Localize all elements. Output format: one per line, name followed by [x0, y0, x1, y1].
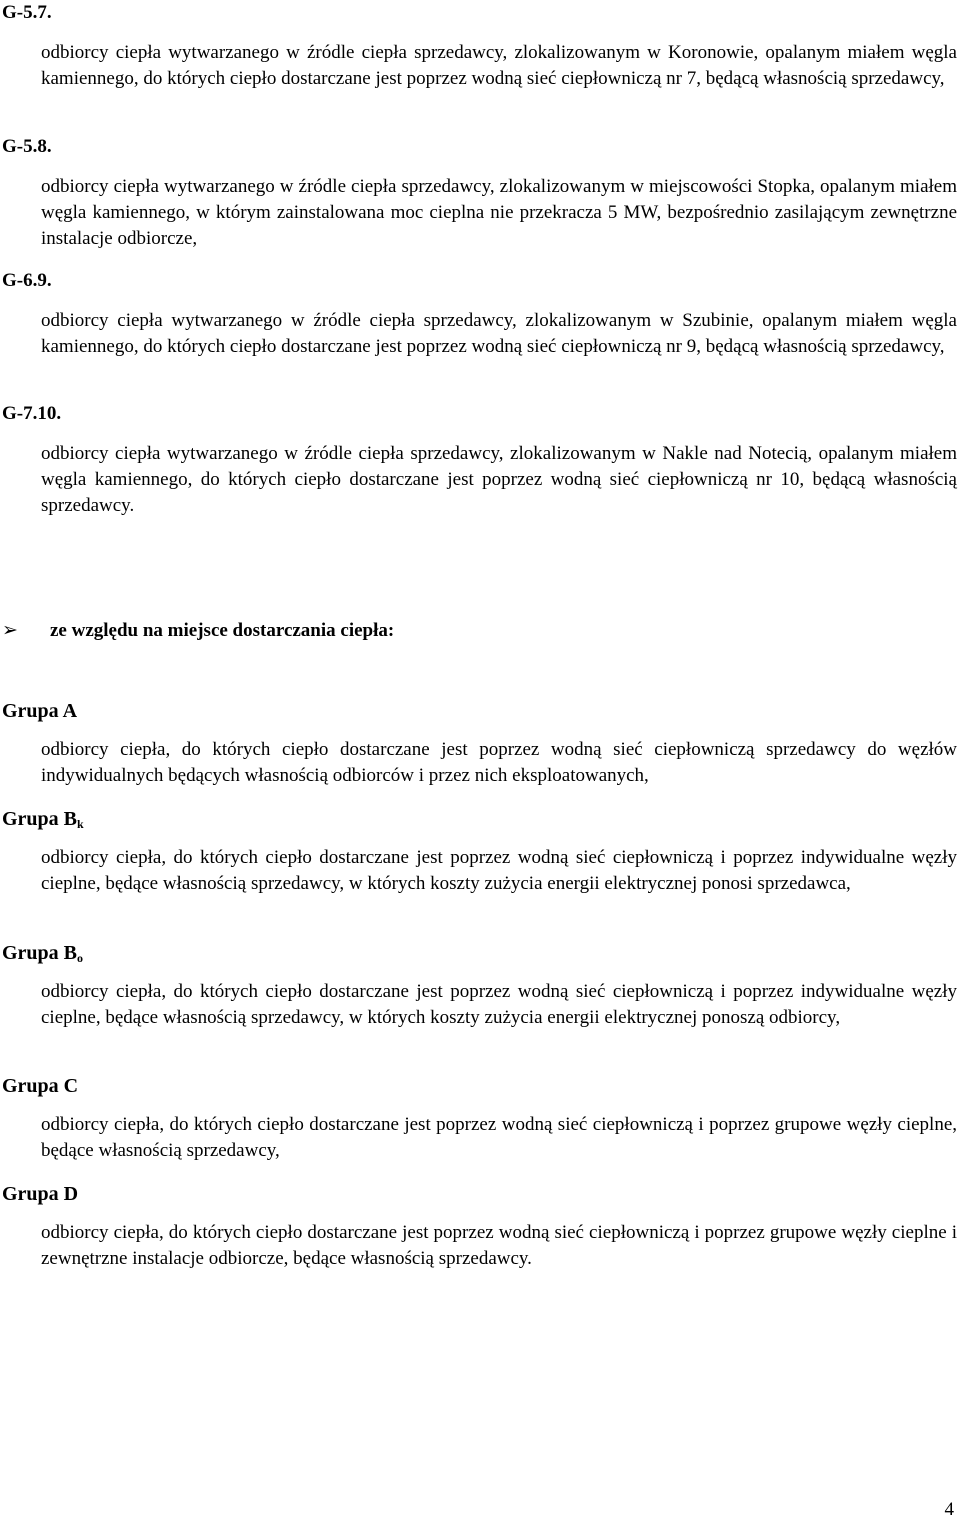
group-label-subscript: o: [77, 951, 84, 965]
group-paragraph: odbiorcy ciepła, do których ciepło dostarczane jest poprzez wodną sieć ciepłowniczą i poprzez indywidualne węzły cieplne, będące własnością sprzedawcy, w których koszty zużycia energii elektrycznej ponoszą odbiorcy,: [41, 981, 957, 1028]
group-paragraph: odbiorcy ciepła, do których ciepło dostarczane jest poprzez wodną sieć ciepłowniczą i poprzez grupowe węzły cieplne i zewnętrzne instalacje odbiorcze, będące własnością sprzedawcy.: [41, 1222, 957, 1269]
group-label-subscript: k: [77, 817, 84, 831]
section-code: G-5.7.: [2, 2, 52, 23]
group-label: [2, 1181, 78, 1207]
section-code: G-5.8.: [2, 136, 52, 157]
arrow-bullet-icon: ➢: [2, 620, 18, 641]
section-paragraph: odbiorcy ciepła wytwarzanego w źródle ciepła sprzedawcy, zlokalizowanym w Nakle nad Notecią, opalanym miałem węgla kamiennego, do których ciepło dostarczane jest poprzez wodną sieć ciepłowniczą nr 10, będącą własnością sprzedawcy.: [41, 443, 957, 516]
section-paragraph: odbiorcy ciepła wytwarzanego w źródle ciepła sprzedawcy, zlokalizowanym w Szubinie, opalanym miałem węgla kamiennego, do których ciepło dostarczane jest poprzez wodną sieć ciepłowniczą nr 9, będącą własnością sprzedawcy,: [41, 310, 957, 357]
group-label: [2, 698, 77, 724]
group-label: [2, 940, 83, 966]
group-label-text: Grupa C: [2, 1075, 79, 1097]
bullet-heading-text: ze względu na miejsce dostarczania ciepła:: [50, 620, 395, 641]
group-label: [2, 806, 84, 832]
group-paragraph: odbiorcy ciepła, do których ciepło dostarczane jest poprzez wodną sieć ciepłowniczą i poprzez indywidualne węzły cieplne, będące własnością sprzedawcy, w których koszty zużycia energii elektrycznej ponosi sprzedawca,: [41, 847, 957, 894]
section-paragraph: odbiorcy ciepła wytwarzanego w źródle ciepła sprzedawcy, zlokalizowanym w Koronowie, opalanym miałem węgla kamiennego, do których ciepło dostarczane jest poprzez wodną sieć ciepłowniczą nr 7, będącą własnością sprzedawcy,: [41, 42, 957, 89]
group-label-text: Grupa D: [2, 1183, 79, 1205]
group-paragraph: odbiorcy ciepła, do których ciepło dostarczane jest poprzez wodną sieć ciepłowniczą i poprzez grupowe węzły cieplne, będące własnością sprzedawcy,: [41, 1114, 957, 1161]
section-paragraph: odbiorcy ciepła wytwarzanego w źródle ciepła sprzedawcy, zlokalizowanym w miejscowości Stopka, opalanym miałem węgla kamiennego, w którym zainstalowana moc cieplna nie przekracza 5 MW, bezpośrednio zasilającym zewnętrzne instalacje odbiorcze,: [41, 176, 957, 249]
page-number: 4: [944, 1499, 954, 1520]
group-label-text: Grupa A: [2, 700, 78, 722]
group-paragraph: odbiorcy ciepła, do których ciepło dostarczane jest poprzez wodną sieć ciepłowniczą sprzedawcy do węzłów indywidualnych będących własnością odbiorców i przez nich eksploatowanych,: [41, 739, 957, 786]
group-label-text: Grupa B: [2, 942, 78, 964]
group-label-text: Grupa B: [2, 808, 78, 830]
bullet-heading: [2, 618, 394, 644]
section-code: G-6.9.: [2, 270, 52, 291]
group-label: [2, 1073, 78, 1099]
section-code: G-7.10.: [2, 403, 62, 424]
